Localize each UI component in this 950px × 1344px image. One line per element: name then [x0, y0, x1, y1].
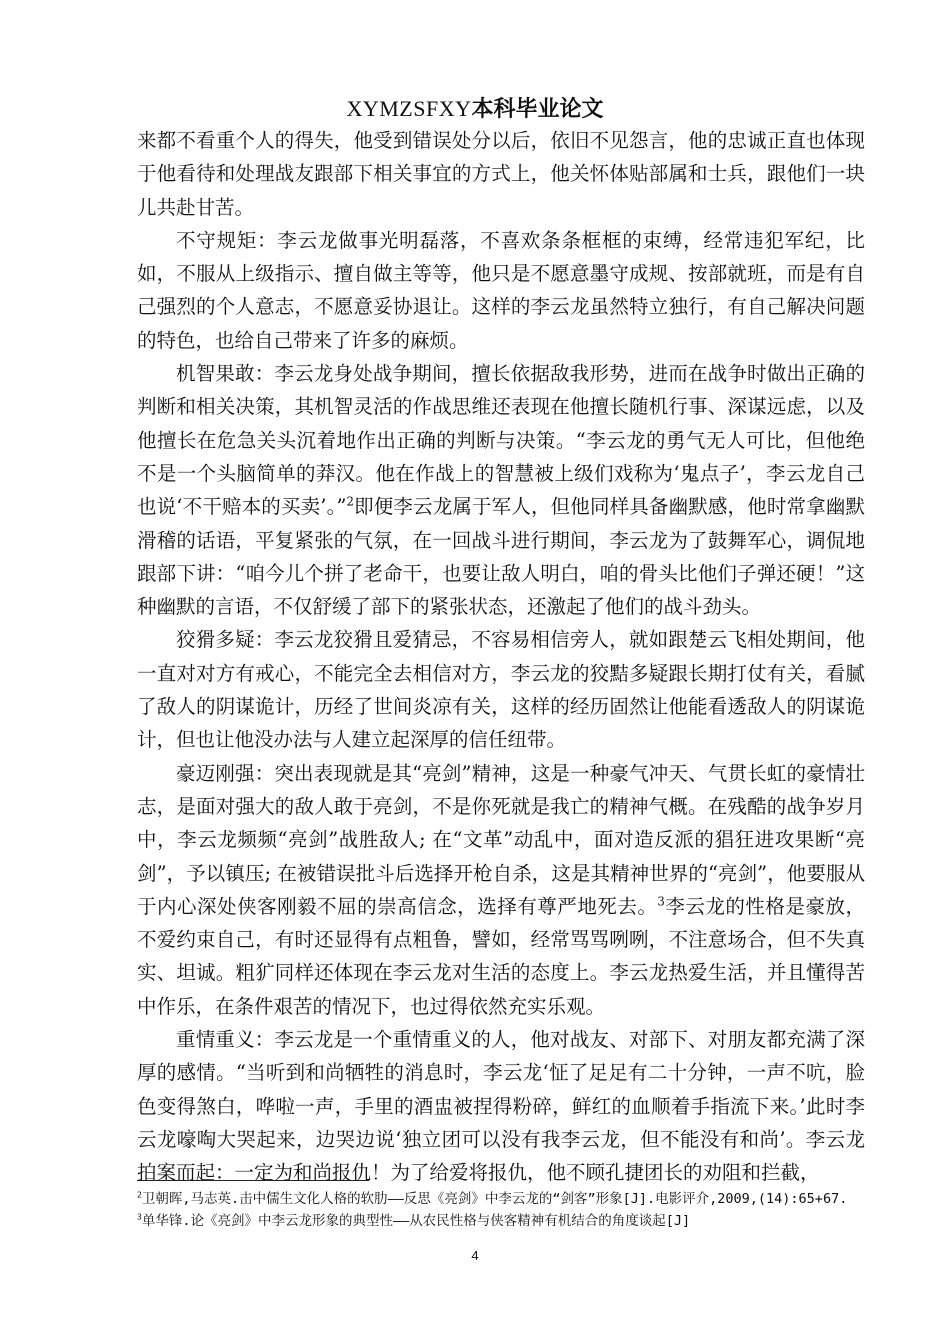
- footnotes: [137, 1188, 865, 1232]
- paragraph-text: 豪迈刚强：突出表现就是其“亮剑”精神，这是一种豪气冲天、气贯长虹的豪情壮志，是面对强大的敌人敢于亮剑，不是你死就是我亡的精神气概。在残酷的战争岁月中，李云龙频频“亮剑”战胜敌人; 在“文革”动乱中，面对造反派的猖狂进攻果断“亮剑”，予以镇压; 在被错误批斗后选择开枪自杀，这是其精神世界的“亮剑”，他要服从于内心深处侠客刚毅不屈的崇高信念，选择有尊严地死去。: [137, 761, 865, 918]
- paragraph-text: 机智果敢：李云龙身处战争期间，擅长依据敌我形势，进而在战争时做出正确的判断和相关决策，其机智灵活的作战思维还表现在他擅长随机行事、深谋远虑，以及他擅长在危急关头沉着地作出正确的判断与决策。“李云龙的勇气无人可比，但他绝不是一个头脑简单的莽汉。他在作战上的智慧被上级们戏称为‘鬼点子’，李云龙自己也说‘不干赔本的买卖’。”: [137, 362, 865, 519]
- paragraph-bold-strong: [137, 757, 865, 1023]
- paragraph-cunning: [137, 623, 865, 756]
- paragraph-text: 即便李云龙属于军人，但他同样具备幽默感，他时常拿幽默滑稽的话语，平复紧张的气氛，在一回战斗进行期间，李云龙为了鼓舞军心，调侃地跟部下讲：“咱今儿个拼了老命干，也要让敌人明白，咱的骨头比他们子弹还硬！”这种幽默的言语，不仅舒缓了部下的紧张状态，还激起了他们的战斗劲头。: [137, 495, 865, 619]
- paragraph-text: 李云龙的性格是豪放，不爱约束自己，有时还显得有点粗鲁，譬如，经常骂骂咧咧，不注意场合，但不失真实、坦诚。粗犷同样还体现在李云龙对生活的态度上。李云龙热爱生活，并且懂得苦中作乐，在条件艰苦的情况下，也过得依然充实乐观。: [137, 894, 865, 1018]
- footnote-text: 卫朝晖,马志英.击中儒生文化人格的软肋——反思《亮剑》中李云龙的“剑客”形象[J].电影评介,2009,(14):65+67.: [141, 1191, 848, 1207]
- paragraph-rule-breaking: [137, 224, 865, 357]
- header-code: XYMZSFXY: [346, 96, 472, 121]
- header-title: 本科毕业论文: [471, 96, 604, 122]
- body-text: [137, 124, 865, 1190]
- paragraph-text: 不守规矩：李云龙做事光明磊落，不喜欢条条框框的束缚，经常违犯军纪，比如，不服从上级指示、擅自做主等等，他只是不愿意墨守成规、按部就班，而是有自己强烈的个人意志，不愿意妥协退让。这样的李云龙虽然特立独行，有自己解决问题的特色，也给自己带来了许多的麻烦。: [137, 228, 865, 352]
- paragraph-loyalty: [137, 1023, 865, 1189]
- footnote-item: [137, 1188, 865, 1210]
- paragraph-text: 狡猾多疑：李云龙狡猾且爱猜忌，不容易相信旁人，就如跟楚云飞相处期间，他一直对对方有戒心，不能完全去相信对方，李云龙的狡黠多疑跟长期打仗有关，看腻了敌人的阴谋诡计，历经了世间炎凉有关，这样的经历固然让他能看透敌人的阴谋诡计，但也让他没办法与人建立起深厚的信任纽带。: [137, 628, 865, 752]
- footnote-mark: 2: [137, 1189, 142, 1200]
- paragraph-wit-courage: [137, 357, 865, 623]
- paragraph-text: 重情重义：李云龙是一个重情重义的人，他对战友、对部下、对朋友都充满了深厚的感情。“当听到和尚牺牲的消息时，李云龙‘怔了足足有二十分钟，一声不吭，脸色变得煞白，哗啦一声，手里的酒盅被捏得粉碎，鲜红的血顺着手指流下来。’此时李云龙嚎啕大哭起来，边哭边说‘独立团可以没有我李云龙，但不能没有和尚’。李云龙拍案而起：一定为和尚报仇！为了给爱将报仇，他不顾孔捷团长的劝阻和拦截，: [137, 1028, 865, 1185]
- footnote-mark: 3: [137, 1211, 142, 1222]
- paragraph-text: 来都不看重个人的得失，他受到错误处分以后，依旧不见怨言，他的忠诚正直也体现于他看待和处理战友跟部下相关事宜的方式上，他关怀体贴部属和士兵，跟他们一块儿共赴甘苦。: [137, 129, 865, 219]
- footnote-item: [137, 1210, 865, 1232]
- footnote-divider: [137, 1180, 369, 1181]
- paragraph-continuation: [137, 124, 865, 224]
- page-header: [0, 92, 950, 123]
- page-number: 4: [471, 1248, 479, 1263]
- footnote-text: 单华锋.论《亮剑》中李云龙形象的典型性——从农民性格与侠客精神有机结合的角度谈起[J]: [141, 1213, 691, 1229]
- footnote-ref[interactable]: 2: [346, 494, 354, 509]
- footnote-ref[interactable]: 3: [657, 894, 665, 909]
